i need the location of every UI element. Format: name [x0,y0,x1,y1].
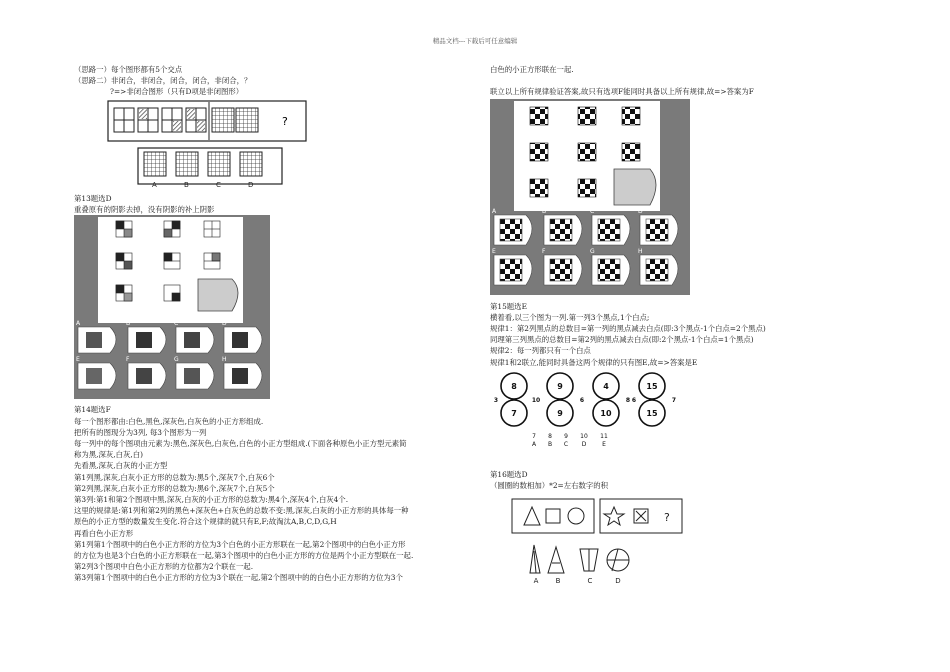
q14-line-7: 第2列黑,深灰,白灰小正方形的总数为:黑6个,深灰7个,白灰5个 [74,483,275,493]
q16-line-1: （圆圈的数相加）*2=左右数字的积 [490,481,609,491]
q15-line-4: 规律2：每一列都只有一个白点 [490,346,591,356]
q15-option-a-letter: A [531,440,537,448]
q14-option-h: H [638,248,643,256]
q15-option-c-num: 9 [564,432,568,440]
q14-line-3: 每一列中的每个图项由元素为:黑色,深灰色,白灰色,白色的小正方型组成.(下面各种原色小正方型元素简 [74,439,407,449]
q13-option-a: A [76,320,81,328]
q15-line-2: 规律1：第2列黑点的总数目=第一列的黑点减去白点(即:3个黑点-1个白点=2个黑点) [490,324,766,334]
q14-line-14: 第2列3个图项中白色小正方形的方位都为2个联在一起. [74,562,254,572]
q15-option-b-num: 8 [548,432,552,440]
intro-line-2: （思路二）非闭合，非闭合，闭合，闭合，非闭合，？ [74,76,252,86]
q14-line-13: 的方位为也是3个白色的小正方形联在一起,第3个图项中的白色小正方形的方位是两个小正方型联在一起. [74,551,414,561]
q14-line-12: 第1列第1个图项中的白色小正方形的方位为3个白色的小正方形联在一起,第2个图项中的白色小正方形 [74,539,406,549]
figure-q16 [490,493,690,585]
q13-option-b: B [126,320,131,328]
q14-title: 第14题选F [74,405,111,415]
q12-option-a: A [152,180,157,188]
q15-line-5: 规律1和2联立,能同时具备这两个规律的只有图E,故=>答案是E [490,357,698,367]
q15-side-3: 6 [579,396,585,404]
q16-question-mark: ? [664,511,670,525]
q13-option-f: F [126,356,130,364]
page-header: 精品文档---下载后可任意编辑 [432,37,518,45]
q15-circle-3: 9 [557,381,563,391]
q15-circle-2: 7 [511,408,517,418]
q14-line-2: 把所有的图现分为3列, 每3个图形为一列 [74,427,207,437]
q15-option-e-num: 11 [600,432,608,440]
q15-line-3: 同理第三列黑点的总数目=第2列的黑点减去白点(即:2个黑点-1个白点=1个黑点) [490,335,754,345]
q15-title: 第15题选E [490,301,527,311]
q15-option-e-letter: E [602,440,606,448]
q14-option-g: G [590,248,595,256]
q13-option-g: G [174,356,179,364]
q14-line-4: 称为黑,深灰,白灰,白) [74,450,144,460]
q14-option-a: A [492,208,497,216]
q14-line-6: 第1列黑,深灰,白灰小正方形的总数为:黑5个,深灰7个,白灰6个 [74,472,275,482]
figure-q14 [490,99,690,295]
q12-question-mark: ? [282,114,288,128]
figure-q15 [490,370,690,452]
q15-option-a-num: 7 [532,432,536,440]
q16-option-b: B [555,577,561,586]
q12-option-c: C [216,180,221,188]
q12-option-d: D [248,180,254,188]
figure-q12 [84,100,324,188]
right-top-line-2: 联立以上所有规律验证答案,故只有选项F能同时具备以上所有规律,故=>答案为F [490,87,754,97]
figure-q13 [74,215,270,399]
q14-line-5: 先看黑,深灰,白灰的小正方型 [74,461,168,471]
q14-line-11: 再看白色小正方形 [74,528,134,538]
q14-option-e: E [492,248,496,256]
left-column [74,64,474,584]
q15-circle-1: 8 [511,381,517,391]
q16-option-a: A [533,577,539,586]
q15-line-1: 横着看,以三个图为一列.第一列3个黑点,1个白点; [490,312,650,322]
q15-circle-5: 4 [603,381,609,391]
intro-line-3: ?=>非闭合图形（只有D项是非闭图形） [110,87,244,97]
q15-circle-6: 10 [600,408,612,418]
q15-side-2: 10 [531,396,541,404]
q13-option-d: D [222,320,227,328]
q13-option-h: H [222,356,227,364]
q14-line-8: 第3列:第1和第2个图项中黑,深灰,白灰的小正方形的总数为:黑4个,深灰4个,白灰4个. [74,495,349,505]
q16-option-d: D [615,577,621,586]
q15-option-d-num: 10 [580,432,588,440]
q15-side-4: 8 [625,396,631,404]
q15-circle-7: 15 [646,381,658,391]
q14-line-1: 每一个图形都由:白色,黑色,深灰色,白灰色的小正方形组成. [74,416,264,426]
q14-option-b: B [542,208,547,216]
right-column [490,64,900,591]
q14-line-10: 原色的小正方型的数量发生变化.符合这个规律的就只有E,F;故淘汰A,B,C,D,G,H [74,517,337,527]
q14-option-d: D [638,208,643,216]
intro-line-1: （思路一）每个图形都有5个交点 [74,65,183,74]
right-top-line-1: 白色的小正方形联在一起. [490,65,574,74]
q13-option-e: E [76,356,80,364]
q15-side-1: 3 [493,396,499,404]
q15-option-b-letter: B [547,440,553,448]
q13-option-c: C [174,320,179,328]
q15-option-d-letter: D [581,440,587,448]
q15-side-5: 6 [631,396,637,404]
q15-option-c-letter: C [563,440,569,448]
q15-circle-4: 9 [557,408,563,418]
q15-side-6: 7 [671,396,677,404]
q12-option-b: B [184,180,189,188]
q16-option-c: C [587,577,593,586]
q15-circle-8: 15 [646,408,658,418]
q13-line-1: 重叠原有的阴影去掉，没有阴影的补上阴影 [74,205,215,215]
q14-line-9: 这里的规律是:第1列和第2列的黑色+深灰色+白灰色的总数不变:黑,深灰,白灰的小正方形的具体每一种 [74,506,409,516]
q14-option-f: F [542,248,546,256]
q13-title: 第13题选D [74,193,112,203]
q16-title: 第16题选D [490,470,528,480]
q14-line-15: 第3列第1个图项中的白色小正方形的方位为3个联在一起,第2个图项中的的白色小正方形的方位为3个 [74,573,403,583]
q14-option-c: C [590,208,595,216]
